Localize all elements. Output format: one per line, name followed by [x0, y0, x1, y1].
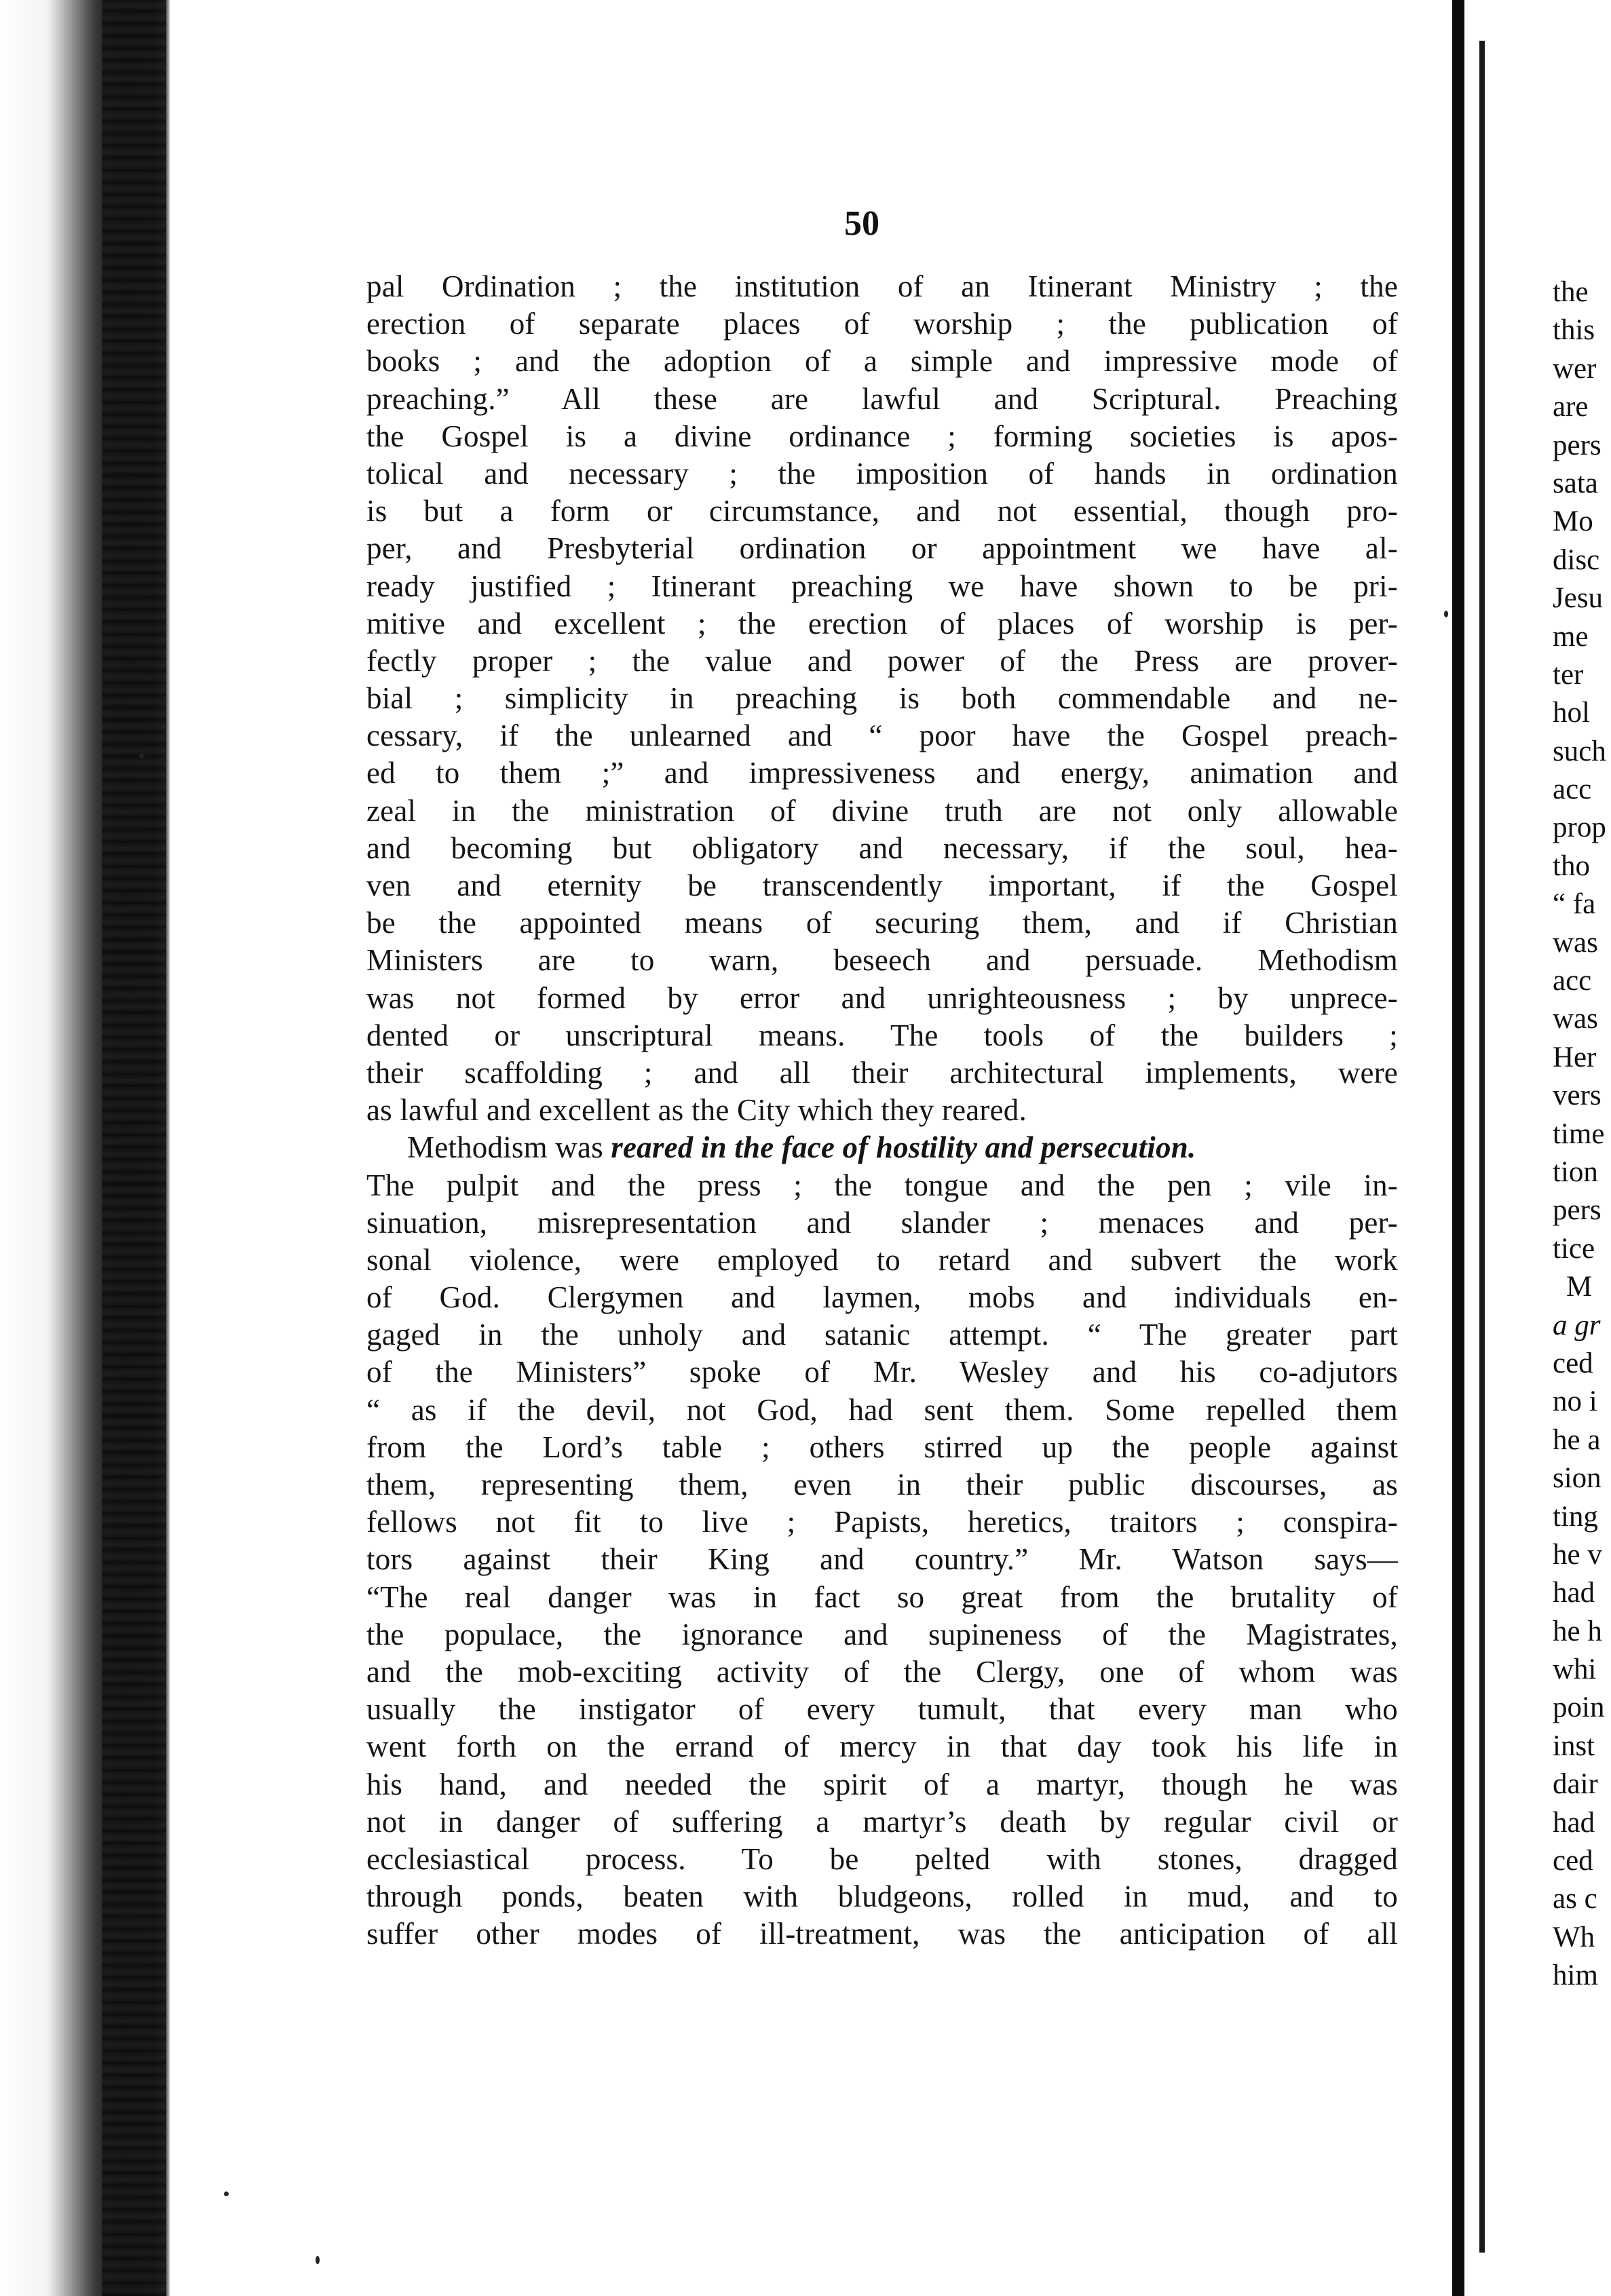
facing-text-fragment: sata	[1553, 467, 1598, 499]
text-line: preaching.” All these are lawful and Scriptural. Preaching	[366, 381, 1398, 416]
facing-text-fragment: ced	[1553, 1845, 1593, 1877]
facing-text-fragment: “ fa	[1553, 888, 1596, 921]
scan-speck	[224, 2192, 229, 2196]
text-line: “ as if the devil, not God, had sent them. Some repelled them	[366, 1392, 1398, 1427]
text-line: erection of separate places of worship ; the publication of	[366, 307, 1398, 341]
facing-text-fragment: he h	[1553, 1615, 1602, 1647]
facing-text-fragment: wer	[1553, 352, 1597, 385]
facing-text-fragment: are	[1553, 391, 1589, 423]
text-line: tors against their King and country.” Mr. Watson says—	[366, 1542, 1398, 1577]
text-line: from the Lord’s table ; others stirred up the people against	[366, 1430, 1398, 1464]
text-line: is but a form or circumstance, and not essential, though pro-	[366, 494, 1398, 529]
text-line: ready justified ; Itinerant preaching we have shown to be pri-	[366, 569, 1398, 603]
left-binding-edge	[102, 0, 166, 2296]
text-line: ed to them ;” and impressiveness and energy, animation and	[366, 756, 1398, 790]
paragraph-2	[366, 1167, 1398, 1953]
text-line: cessary, if the unlearned and “ poor have the Gospel preach-	[366, 719, 1398, 753]
text-line: Ministers are to warn, beseech and persuade. Methodism	[366, 943, 1398, 978]
facing-text-fragment: was	[1553, 926, 1598, 959]
facing-text-fragment: vers	[1553, 1079, 1601, 1112]
text-line: his hand, and needed the spirit of a martyr, though he was	[366, 1767, 1398, 1801]
facing-text-fragment: him	[1553, 1959, 1598, 1992]
text-line: through ponds, beaten with bludgeons, rolled in mud, and to	[366, 1879, 1398, 1914]
scan-speck	[139, 753, 145, 759]
facing-text-fragment: Jesu	[1553, 582, 1604, 615]
text-line: pal Ordination ; the institution of an Itinerant Ministry ; the	[366, 269, 1398, 303]
paragraph-2-emphasis: reared in the face of hostility and persecution.	[611, 1130, 1196, 1165]
facing-text-fragment: as c	[1553, 1883, 1597, 1915]
facing-text-fragment: poin	[1553, 1691, 1605, 1724]
facing-text-fragment: inst	[1553, 1729, 1595, 1762]
facing-text-fragment: had	[1553, 1577, 1595, 1609]
text-line: them, representing them, even in their public discourses, as	[366, 1468, 1398, 1501]
facing-text-fragment: ced	[1553, 1347, 1593, 1379]
facing-text-fragment: time	[1553, 1117, 1605, 1150]
facing-text-fragment: was	[1553, 1003, 1598, 1035]
text-line: tolical and necessary ; the imposition of hands in ordination	[366, 456, 1398, 491]
facing-text-fragment: ting	[1553, 1500, 1598, 1533]
facing-text-fragment: he v	[1553, 1538, 1602, 1571]
text-line: of God. Clergymen and laymen, mobs and individuals en-	[366, 1280, 1398, 1315]
text-line: usually the instigator of every tumult, that every man who	[366, 1692, 1398, 1727]
facing-text-fragment: such	[1553, 735, 1606, 767]
text-line: gaged in the unholy and satanic attempt. “ The greater part	[366, 1318, 1398, 1352]
facing-text-fragment: prop	[1553, 811, 1606, 844]
scan-speck	[1444, 611, 1448, 617]
text-line: the populace, the ignorance and supineness of the Magistrates,	[366, 1617, 1398, 1651]
facing-text-fragment: sion	[1553, 1462, 1601, 1495]
text-line: ven and eternity be transcendently important, if the Gospel	[366, 868, 1398, 902]
paragraph-2-first-line	[366, 1129, 1398, 1166]
facing-text-fragment: the	[1553, 276, 1589, 308]
text-line: and the mob-exciting activity of the Clergy, one of whom was	[366, 1654, 1398, 1689]
facing-text-fragment: me	[1553, 620, 1589, 653]
facing-text-fragment: Her	[1553, 1041, 1597, 1073]
facing-text-fragment: M	[1566, 1271, 1593, 1303]
facing-text-fragment: Mo	[1553, 505, 1593, 538]
right-page-gutter	[1452, 0, 1464, 2296]
facing-text-fragment: disc	[1553, 543, 1600, 576]
text-line: the Gospel is a divine ordinance ; forming societies is apos-	[366, 419, 1398, 453]
page-number: 50	[844, 204, 879, 243]
paragraph-2-lead: Methodism was	[407, 1130, 611, 1165]
text-line: not in danger of suffering a martyr’s death by regular civil or	[366, 1804, 1398, 1839]
text-line: per, and Presbyterial ordination or appointment we have al-	[366, 531, 1398, 566]
text-line: The pulpit and the press ; the tongue and the pen ; vile in-	[366, 1168, 1398, 1202]
text-line: of the Ministers” spoke of Mr. Wesley and his co-adjutors	[366, 1355, 1398, 1390]
facing-text-fragment: tion	[1553, 1155, 1598, 1188]
text-line: ecclesiastical process. To be pelted with stones, dragged	[366, 1841, 1398, 1876]
facing-text-fragment: pers	[1553, 1194, 1601, 1227]
facing-text-fragment: a gr	[1553, 1309, 1601, 1341]
facing-text-fragment: this	[1553, 314, 1595, 347]
text-line: and becoming but obligatory and necessary, if the soul, hea-	[366, 830, 1398, 865]
text-line: books ; and the adoption of a simple and impressive mode of	[366, 344, 1398, 379]
facing-text-fragment: ter	[1553, 658, 1584, 691]
scan-speck	[316, 2256, 320, 2264]
text-line: bial ; simplicity in preaching is both commendable and ne-	[366, 681, 1398, 716]
text-line: sinuation, misrepresentation and slander ; menaces and per-	[366, 1205, 1398, 1240]
paragraph-1	[366, 268, 1398, 1129]
right-page-edge	[1479, 41, 1485, 2253]
facing-text-fragment: whi	[1553, 1653, 1597, 1686]
facing-text-fragment: no i	[1553, 1385, 1597, 1418]
facing-text-fragment: tho	[1553, 849, 1590, 882]
text-line: fectly proper ; the value and power of the Press are prover-	[366, 643, 1398, 678]
facing-text-fragment: he a	[1553, 1423, 1601, 1456]
text-line: “The real danger was in fact so great from the brutality of	[366, 1580, 1398, 1614]
text-line: their scaffolding ; and all their architectural implements, were	[366, 1055, 1398, 1090]
facing-text-fragment: acc	[1553, 965, 1592, 997]
text-line: sonal violence, were employed to retard and subvert the work	[366, 1242, 1398, 1277]
text-line: fellows not fit to live ; Papists, heretics, traitors ; conspira-	[366, 1505, 1398, 1539]
text-line: zeal in the ministration of divine truth are not only allowable	[366, 793, 1398, 828]
facing-page-text	[1553, 273, 1611, 1995]
facing-text-fragment: acc	[1553, 773, 1592, 806]
facing-text-fragment: pers	[1553, 429, 1601, 461]
text-line: as lawful and excellent as the City which they reared.	[366, 1093, 1027, 1128]
body-text	[366, 268, 1398, 1953]
text-line: went forth on the errand of mercy in that day took his life in	[366, 1729, 1398, 1764]
facing-text-fragment: tice	[1553, 1232, 1595, 1265]
facing-text-fragment: dair	[1553, 1768, 1598, 1801]
text-line: dented or unscriptural means. The tools of the builders ;	[366, 1018, 1398, 1052]
facing-text-fragment: had	[1553, 1806, 1595, 1839]
text-line: mitive and excellent ; the erection of places of worship is per-	[366, 606, 1398, 640]
text-line: was not formed by error and unrighteousness ; by unprece-	[366, 980, 1398, 1015]
facing-text-fragment: hol	[1553, 697, 1590, 729]
facing-text-fragment: Wh	[1553, 1921, 1595, 1953]
text-line: be the appointed means of securing them, and if Christian	[366, 906, 1398, 940]
text-line: suffer other modes of ill-treatment, was the anticipation of all	[366, 1917, 1398, 1951]
